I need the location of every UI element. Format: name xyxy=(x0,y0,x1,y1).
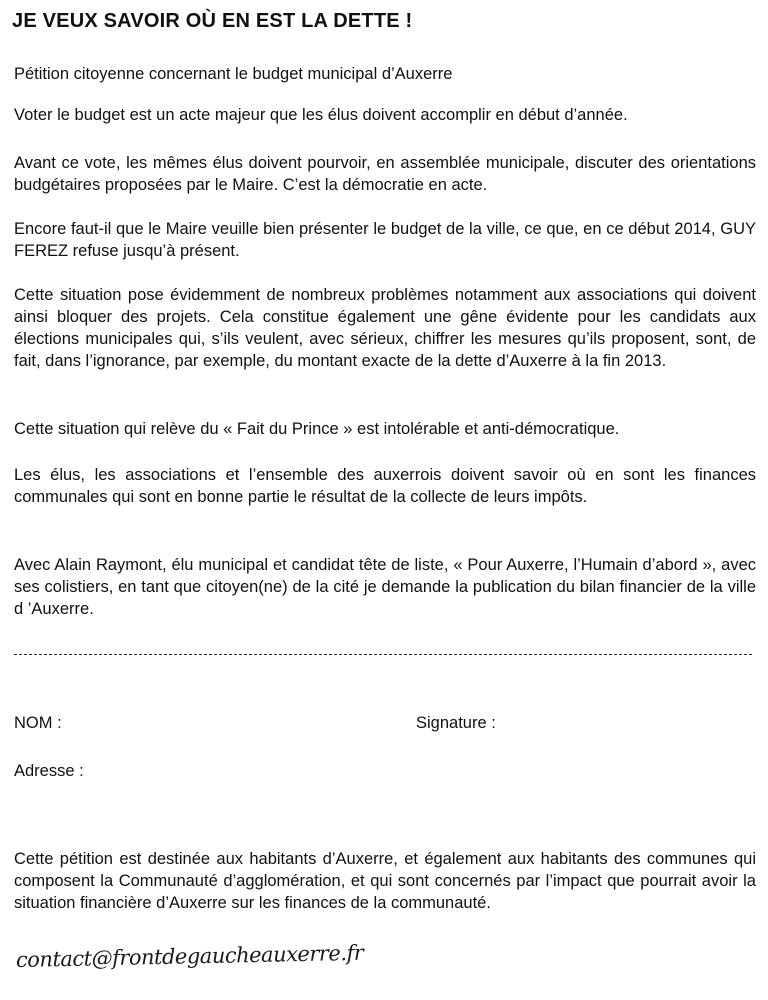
nom-label: NOM : xyxy=(14,714,62,732)
paragraph-budget-vote: Voter le budget est un acte majeur que les élus doivent accomplir en début d’année. xyxy=(14,106,628,124)
paragraph-fait-du-prince: Cette situation qui relève du « Fait du Prince » est intolérable et anti-démocratique. xyxy=(14,420,620,438)
adresse-label: Adresse : xyxy=(14,762,84,780)
paragraph-assembly: Avant ce vote, les mêmes élus doivent pourvoir, en assemblée municipale, discuter des orientations budgétaires proposées par le Maire. C’est la démocratie en acte. xyxy=(14,154,756,194)
petition-title: JE VEUX SAVOIR OÙ EN EST LA DETTE ! xyxy=(12,10,413,32)
handwritten-contact-email: contact@frontdegaucheauxerre.fr xyxy=(15,940,364,972)
paragraph-finances: Les élus, les associations et l’ensemble des auxerrois doivent savoir où en sont les finances communales qui sont en bonne partie le résultat de la collecte de leurs impôts. xyxy=(14,466,756,506)
cut-line-separator xyxy=(14,654,752,655)
paragraph-problems: Cette situation pose évidemment de nombreux problèmes notamment aux associations qui doivent ainsi bloquer des projets. Cela constitue également une gêne évidente pour les candidats aux élections municipales qui, s’ils veulent, avec sérieux, chiffrer les mesures qu’ils proposent, sont, de fait, dans l’ignorance, par exemple, du montant exacte de la dette d’Auxerre à la fin 2013. xyxy=(14,286,756,370)
paragraph-mayor-refusal: Encore faut-il que le Maire veuille bien présenter le budget de la ville, ce que, en ce début 2014, GUY FEREZ refuse jusqu’à présent. xyxy=(14,220,756,260)
petition-intro: Pétition citoyenne concernant le budget municipal d’Auxerre xyxy=(14,65,453,83)
footer-note: Cette pétition est destinée aux habitants d’Auxerre, et également aux habitants des communes qui composent la Communauté d’agglomération, et qui sont concernés par l’impact que pourrait avoir la situation financière d’Auxerre sur les finances de la communauté. xyxy=(14,850,756,912)
paragraph-demand: Avec Alain Raymont, élu municipal et candidat tête de liste, « Pour Auxerre, l’Humain d’abord », avec ses colistiers, en tant que citoyen(ne) de la cité je demande la publication du bilan financier de la ville d ’Auxerre. xyxy=(14,556,756,618)
signature-label: Signature : xyxy=(416,714,496,732)
